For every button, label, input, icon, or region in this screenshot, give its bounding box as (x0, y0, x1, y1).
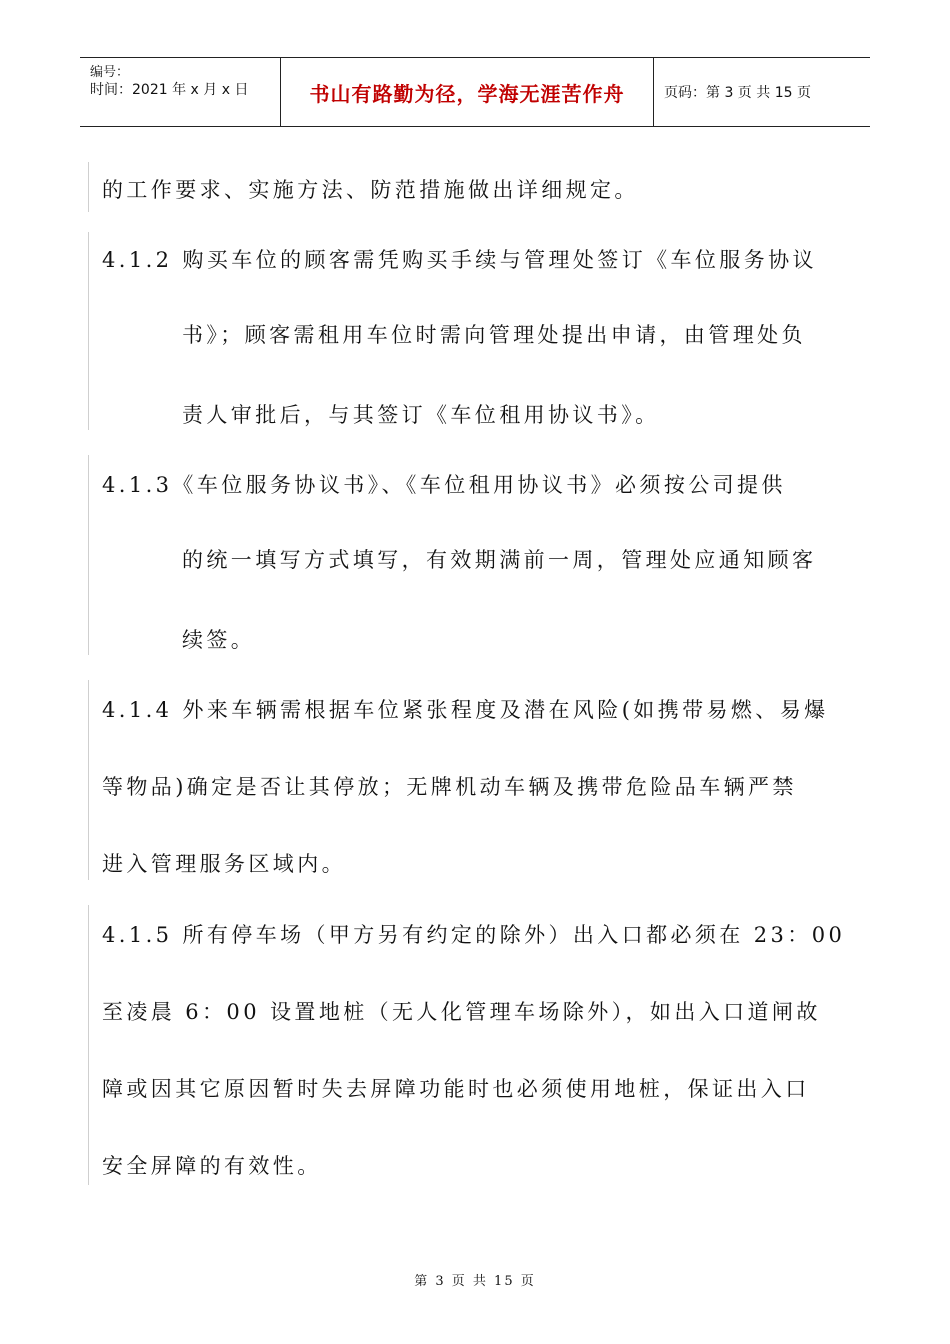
document-time-label: 时间：2021 年 x 月 x 日 (90, 82, 249, 98)
paragraph-4-1-4 (88, 680, 829, 880)
document-code-label: 编号： (90, 65, 130, 80)
paragraph-4-1-3 (88, 455, 817, 655)
paragraph-line: 进入管理服务区域内。 (102, 852, 346, 876)
paragraph-line: 等物品)确定是否让其停放；无牌机动车辆及携带危险品车辆严禁 (102, 775, 797, 799)
paragraph-line: 4.1.4 外来车辆需根据车位紧张程度及潜在风险(如携带易燃、易爆 (102, 698, 829, 722)
paragraph-line: 4.1.3《车位服务协议书》、《车位租用协议书》必须按公司提供 (102, 473, 786, 497)
header-meta-cell (80, 58, 281, 126)
paragraph-line: 书》；顾客需租用车位时需向管理处提出申请，由管理处负 (182, 323, 806, 347)
paragraph-line: 的工作要求、实施方法、防范措施做出详细规定。 (102, 178, 639, 202)
header-page-label: 页码：第 3 页 共 15 页 (664, 85, 811, 101)
paragraph-line: 4.1.2 购买车位的顾客需凭购买手续与管理处签订《车位服务协议 (102, 248, 817, 272)
paragraph-continuation (88, 162, 639, 212)
paragraph-line: 障或因其它原因暂时失去屏障功能时也必须使用地桩，保证出入口 (102, 1077, 810, 1101)
paragraph-line: 安全屏障的有效性。 (102, 1154, 322, 1178)
page-footer: 第 3 页 共 15 页 (414, 1274, 536, 1289)
header-motto-cell (281, 58, 654, 126)
document-header (80, 57, 870, 127)
paragraph-line: 4.1.5 所有停车场（甲方另有约定的除外）出入口都必须在 23：00 (102, 923, 846, 947)
paragraph-line: 至凌晨 6：00 设置地桩（无人化管理车场除外），如出入口道闸故 (102, 1000, 821, 1024)
paragraph-4-1-2 (88, 232, 817, 430)
paragraph-line: 续签。 (182, 628, 256, 652)
paragraph-line: 的统一填写方式填写，有效期满前一周，管理处应通知顾客 (182, 548, 817, 572)
header-motto: 书山有路勤为径，学海无涯苦作舟 (309, 81, 625, 106)
header-page-cell (654, 58, 870, 126)
paragraph-4-1-5 (88, 905, 846, 1185)
paragraph-line: 责人审批后，与其签订《车位租用协议书》。 (182, 403, 660, 427)
